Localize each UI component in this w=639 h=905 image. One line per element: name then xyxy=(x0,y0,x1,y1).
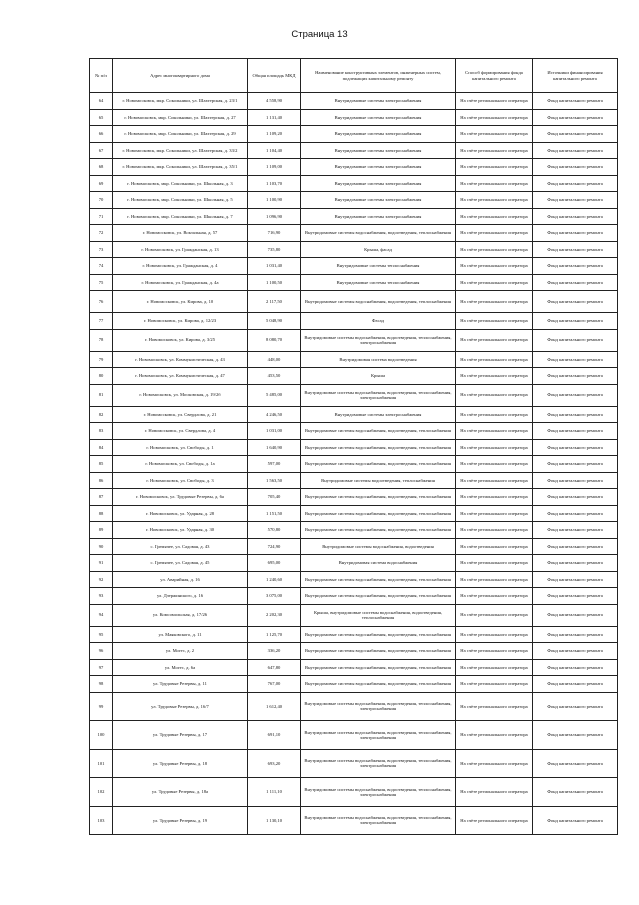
cell-area: 647,80 xyxy=(248,659,301,676)
cell-fund-method: На счёте регионального оператора xyxy=(456,489,533,506)
cell-number: 101 xyxy=(90,749,113,778)
cell-works: Внутридомовые системы водоснабжения, водоотведения, теплоснабжения xyxy=(301,225,456,242)
cell-number: 72 xyxy=(90,225,113,242)
cell-funding-source: Фонд капитального ремонта xyxy=(533,241,618,258)
cell-works: Внутридомовые системы электроснабжения xyxy=(301,159,456,176)
cell-funding-source: Фонд капитального ремонта xyxy=(533,588,618,605)
cell-address: г. Новомосковск, ул. Коммунистическая, д. 43 xyxy=(113,351,248,368)
cell-number: 65 xyxy=(90,109,113,126)
cell-fund-method: На счёте регионального оператора xyxy=(456,626,533,643)
table-row xyxy=(90,423,618,440)
cell-number: 93 xyxy=(90,588,113,605)
column-header-works: Наименование конструктивных элементов, инженерных систем, подлежащих капитальному ремонту xyxy=(301,59,456,93)
cell-funding-source: Фонд капитального ремонта xyxy=(533,538,618,555)
cell-fund-method: На счёте регионального оператора xyxy=(456,313,533,330)
cell-area: 691,10 xyxy=(248,721,301,750)
cell-address: г. Новомосковск, ул. Свердлова, д. 4 xyxy=(113,423,248,440)
cell-area: 1 100,90 xyxy=(248,192,301,209)
table-row xyxy=(90,126,618,143)
cell-number: 96 xyxy=(90,643,113,660)
cell-works: Внутридомовые системы водоснабжения, водоотведения, теплоснабжения xyxy=(301,439,456,456)
cell-fund-method: На счёте регионального оператора xyxy=(456,505,533,522)
cell-address: г. Новомосковск, мкр. Сокольники, ул. Шахтерская, д. 27 xyxy=(113,109,248,126)
table-row xyxy=(90,489,618,506)
cell-number: 95 xyxy=(90,626,113,643)
table-row xyxy=(90,456,618,473)
cell-number: 75 xyxy=(90,274,113,291)
cell-address: г. Новомосковск, мкр. Сокольники, ул. Шахтерская, д. 23/1 xyxy=(113,93,248,110)
cell-works: Внутридомовая система водоотведения xyxy=(301,351,456,368)
cell-number: 70 xyxy=(90,192,113,209)
cell-number: 67 xyxy=(90,142,113,159)
cell-fund-method: На счёте регионального оператора xyxy=(456,258,533,275)
cell-fund-method: На счёте регионального оператора xyxy=(456,643,533,660)
cell-funding-source: Фонд капитального ремонта xyxy=(533,406,618,423)
cell-fund-method: На счёте регионального оператора xyxy=(456,241,533,258)
cell-address: ул. Дзержинского, д. 16 xyxy=(113,588,248,605)
cell-area: 1 104,40 xyxy=(248,142,301,159)
table-row xyxy=(90,538,618,555)
cell-works: Внутридомовые системы водоснабжения, водоотведения, теплоснабжения, электроснабжения xyxy=(301,692,456,721)
cell-works: Внутридомовые системы водоснабжения, водоотведения, теплоснабжения xyxy=(301,626,456,643)
table-row xyxy=(90,522,618,539)
cell-works: Внутридомовые системы водоснабжения, водоотведения, теплоснабжения, электроснабжения xyxy=(301,749,456,778)
cell-address: г. Новомосковск, ул. Свободы, д. 3 xyxy=(113,472,248,489)
cell-funding-source: Фонд капитального ремонта xyxy=(533,505,618,522)
table-row xyxy=(90,313,618,330)
cell-number: 66 xyxy=(90,126,113,143)
column-header-address: Адрес многоквартирного дома xyxy=(113,59,248,93)
cell-works: Внутридомовые системы теплоснабжения xyxy=(301,258,456,275)
capital-repair-table xyxy=(89,58,618,835)
cell-area: 1 031,40 xyxy=(248,258,301,275)
cell-address: г. Новомосковск, ул. Свободы, д. 1а xyxy=(113,456,248,473)
table-row xyxy=(90,749,618,778)
cell-works: Крыша, внутридомовые системы водоснабжения, водоотведения, теплоснабжения xyxy=(301,604,456,626)
cell-address: г. Новомосковск, ул. Трудовые Резервы, д. 6а xyxy=(113,489,248,506)
cell-address: ул. Трудовые Резервы, д. 18а xyxy=(113,778,248,807)
cell-works: Внутридомовые системы водоснабжения, водоотведения, теплоснабжения xyxy=(301,676,456,693)
cell-address: г. Новомосковск, ул. Коммунистическая, д. 47 xyxy=(113,368,248,385)
cell-number: 73 xyxy=(90,241,113,258)
cell-fund-method: На счёте регионального оператора xyxy=(456,676,533,693)
table-row xyxy=(90,175,618,192)
cell-funding-source: Фонд капитального ремонта xyxy=(533,225,618,242)
cell-address: ул. Маяковского, д. 11 xyxy=(113,626,248,643)
cell-address: г. Новомосковск, ул. Свободы, д. 1 xyxy=(113,439,248,456)
cell-funding-source: Фонд капитального ремонта xyxy=(533,274,618,291)
cell-area: 693,20 xyxy=(248,749,301,778)
cell-number: 69 xyxy=(90,175,113,192)
cell-funding-source: Фонд капитального ремонта xyxy=(533,142,618,159)
cell-funding-source: Фонд капитального ремонта xyxy=(533,368,618,385)
cell-funding-source: Фонд капитального ремонта xyxy=(533,571,618,588)
cell-address: г. Новомосковск, мкр. Сокольники, ул. Шахтерская, д. 33/2 xyxy=(113,142,248,159)
cell-address: ул. Трудовые Резервы, д. 17 xyxy=(113,721,248,750)
cell-area: 1 100,50 xyxy=(248,274,301,291)
cell-number: 83 xyxy=(90,423,113,440)
cell-fund-method: На счёте регионального оператора xyxy=(456,604,533,626)
cell-number: 102 xyxy=(90,778,113,807)
cell-address: ул. Трудовые Резервы, д. 18 xyxy=(113,749,248,778)
cell-address: г. Новомосковск, ул. Свердлова, д. 21 xyxy=(113,406,248,423)
cell-funding-source: Фонд капитального ремонта xyxy=(533,643,618,660)
cell-number: 88 xyxy=(90,505,113,522)
cell-works: Внутридомовые системы электроснабжения xyxy=(301,192,456,209)
cell-works: Внутридомовые системы водоснабжения, водоотведения, теплоснабжения xyxy=(301,522,456,539)
cell-funding-source: Фонд капитального ремонта xyxy=(533,351,618,368)
cell-funding-source: Фонд капитального ремонта xyxy=(533,159,618,176)
cell-area: 570,80 xyxy=(248,522,301,539)
cell-number: 84 xyxy=(90,439,113,456)
table-row xyxy=(90,93,618,110)
cell-fund-method: На счёте регионального оператора xyxy=(456,329,533,351)
cell-fund-method: На счёте регионального оператора xyxy=(456,659,533,676)
column-header-fund-method: Способ формирования фонда капитального ремонта xyxy=(456,59,533,93)
cell-number: 64 xyxy=(90,93,113,110)
table-row xyxy=(90,659,618,676)
cell-fund-method: На счёте регионального оператора xyxy=(456,439,533,456)
cell-funding-source: Фонд капитального ремонта xyxy=(533,384,618,406)
table-row xyxy=(90,192,618,209)
cell-fund-method: На счёте регионального оператора xyxy=(456,555,533,572)
cell-address: г. Новомосковск, ул. Ударная, д. 30 xyxy=(113,522,248,539)
cell-area: 1 109,20 xyxy=(248,126,301,143)
cell-number: 99 xyxy=(90,692,113,721)
cell-funding-source: Фонд капитального ремонта xyxy=(533,126,618,143)
cell-funding-source: Фонд капитального ремонта xyxy=(533,522,618,539)
cell-number: 82 xyxy=(90,406,113,423)
cell-funding-source: Фонд капитального ремонта xyxy=(533,258,618,275)
cell-number: 71 xyxy=(90,208,113,225)
cell-area: 1 096,90 xyxy=(248,208,301,225)
cell-fund-method: На счёте регионального оператора xyxy=(456,109,533,126)
cell-address: г. Новомосковск, мкр. Сокольники, ул. Школьная, д. 7 xyxy=(113,208,248,225)
table-row xyxy=(90,241,618,258)
cell-fund-method: На счёте регионального оператора xyxy=(456,522,533,539)
cell-area: 1 131,40 xyxy=(248,109,301,126)
cell-number: 87 xyxy=(90,489,113,506)
cell-fund-method: На счёте регионального оператора xyxy=(456,93,533,110)
cell-area: 8 080,70 xyxy=(248,329,301,351)
cell-number: 92 xyxy=(90,571,113,588)
cell-area: 695,00 xyxy=(248,555,301,572)
cell-number: 68 xyxy=(90,159,113,176)
cell-area: 2 117,50 xyxy=(248,291,301,313)
cell-area: 1 125,70 xyxy=(248,626,301,643)
cell-funding-source: Фонд капитального ремонта xyxy=(533,489,618,506)
cell-funding-source: Фонд капитального ремонта xyxy=(533,329,618,351)
cell-address: г. Новомосковск, мкр. Сокольники, ул. Школьная, д. 5 xyxy=(113,192,248,209)
cell-fund-method: На счёте регионального оператора xyxy=(456,126,533,143)
cell-fund-method: На счёте регионального оператора xyxy=(456,208,533,225)
table-row xyxy=(90,159,618,176)
cell-number: 78 xyxy=(90,329,113,351)
cell-area: 453,50 xyxy=(248,368,301,385)
cell-funding-source: Фонд капитального ремонта xyxy=(533,604,618,626)
table-body xyxy=(90,93,618,835)
cell-works: Крыша, фасад xyxy=(301,241,456,258)
cell-funding-source: Фонд капитального ремонта xyxy=(533,313,618,330)
cell-funding-source: Фонд капитального ремонта xyxy=(533,626,618,643)
cell-funding-source: Фонд капитального ремонта xyxy=(533,456,618,473)
cell-number: 97 xyxy=(90,659,113,676)
table-row xyxy=(90,806,618,835)
cell-number: 77 xyxy=(90,313,113,330)
column-header-area: Общая площадь МКД xyxy=(248,59,301,93)
cell-works: Внутридомовые системы водоснабжения, водоотведения, теплоснабжения xyxy=(301,571,456,588)
cell-works: Внутридомовые системы водоснабжения, водоотведения, теплоснабжения, электроснабжения xyxy=(301,778,456,807)
cell-fund-method: На счёте регионального оператора xyxy=(456,571,533,588)
cell-area: 1 111,10 xyxy=(248,778,301,807)
cell-fund-method: На счёте регионального оператора xyxy=(456,351,533,368)
cell-address: ул. Могес, д. 2 xyxy=(113,643,248,660)
cell-address: г. Новомосковск, ул. Гражданская, д. 13 xyxy=(113,241,248,258)
cell-fund-method: На счёте регионального оператора xyxy=(456,721,533,750)
cell-fund-method: На счёте регионального оператора xyxy=(456,384,533,406)
cell-number: 81 xyxy=(90,384,113,406)
cell-number: 79 xyxy=(90,351,113,368)
table-row xyxy=(90,406,618,423)
cell-area: 1 640,90 xyxy=(248,439,301,456)
cell-fund-method: На счёте регионального оператора xyxy=(456,274,533,291)
cell-fund-method: На счёте регионального оператора xyxy=(456,806,533,835)
table-row xyxy=(90,555,618,572)
cell-fund-method: На счёте регионального оператора xyxy=(456,142,533,159)
cell-fund-method: На счёте регионального оператора xyxy=(456,538,533,555)
cell-address: г. Новомосковск, ул. Кирова, д. 12/23 xyxy=(113,313,248,330)
cell-fund-method: На счёте регионального оператора xyxy=(456,192,533,209)
cell-area: 767,00 xyxy=(248,676,301,693)
cell-funding-source: Фонд капитального ремонта xyxy=(533,721,618,750)
cell-funding-source: Фонд капитального ремонта xyxy=(533,109,618,126)
cell-area: 2 202,30 xyxy=(248,604,301,626)
cell-fund-method: На счёте регионального оператора xyxy=(456,692,533,721)
cell-area: 3 075,00 xyxy=(248,588,301,605)
table-row xyxy=(90,505,618,522)
cell-works: Внутридомовые системы водоснабжения, водоотведения, теплоснабжения xyxy=(301,588,456,605)
cell-address: г. Новомосковск, ул. Кирова, д. 10 xyxy=(113,291,248,313)
cell-fund-method: На счёте регионального оператора xyxy=(456,778,533,807)
cell-works: Внутридомовые системы водоснабжения, водоотведения, теплоснабжения xyxy=(301,659,456,676)
table-row xyxy=(90,368,618,385)
cell-number: 74 xyxy=(90,258,113,275)
cell-area: 5 485,00 xyxy=(248,384,301,406)
cell-number: 89 xyxy=(90,522,113,539)
cell-funding-source: Фонд капитального ремонта xyxy=(533,472,618,489)
cell-funding-source: Фонд капитального ремонта xyxy=(533,778,618,807)
cell-area: 735,80 xyxy=(248,241,301,258)
cell-area: 724,90 xyxy=(248,538,301,555)
table-row xyxy=(90,472,618,489)
table-row xyxy=(90,604,618,626)
table-row xyxy=(90,225,618,242)
cell-address: ул. Могес, д. 6а xyxy=(113,659,248,676)
cell-works: Внутридомовые системы водоснабжения, водоотведения, теплоснабжения xyxy=(301,423,456,440)
cell-address: г. Новомосковск, ул. Кирова, д. 3/25 xyxy=(113,329,248,351)
cell-works: Внутридомовые системы водоснабжения, водоотведения, теплоснабжения xyxy=(301,505,456,522)
cell-area: 1 130,10 xyxy=(248,806,301,835)
cell-fund-method: На счёте регионального оператора xyxy=(456,588,533,605)
table-row xyxy=(90,439,618,456)
cell-works: Внутридомовые системы электроснабжения xyxy=(301,406,456,423)
cell-area: 1 151,50 xyxy=(248,505,301,522)
cell-works: Внутридомовые системы водоснабжения, водоотведения, теплоснабжения, электроснабжения xyxy=(301,806,456,835)
cell-funding-source: Фонд капитального ремонта xyxy=(533,555,618,572)
cell-number: 91 xyxy=(90,555,113,572)
cell-fund-method: На счёте регионального оператора xyxy=(456,423,533,440)
table-row xyxy=(90,329,618,351)
cell-funding-source: Фонд капитального ремонта xyxy=(533,291,618,313)
cell-works: Внутридомовые системы водоотведения, теплоснабжения xyxy=(301,472,456,489)
cell-fund-method: На счёте регионального оператора xyxy=(456,406,533,423)
cell-funding-source: Фонд капитального ремонта xyxy=(533,175,618,192)
table-row xyxy=(90,643,618,660)
cell-fund-method: На счёте регионального оператора xyxy=(456,291,533,313)
table-row xyxy=(90,588,618,605)
cell-area: 1 563,50 xyxy=(248,472,301,489)
cell-address: ул. Трудовые Резервы, д. 19 xyxy=(113,806,248,835)
cell-address: ул. Комсомольская, д. 17/26 xyxy=(113,604,248,626)
table-row xyxy=(90,109,618,126)
cell-works: Внутридомовые системы водоснабжения, водоотведения, теплоснабжения, электроснабжения xyxy=(301,329,456,351)
cell-address: г. Новомосковск, ул. Гражданская, д. 4 xyxy=(113,258,248,275)
cell-address: ул. Аварийная, д. 16 xyxy=(113,571,248,588)
cell-number: 86 xyxy=(90,472,113,489)
cell-address: г. Новомосковск, ул. Ударная, д. 28 xyxy=(113,505,248,522)
table-row xyxy=(90,721,618,750)
cell-funding-source: Фонд капитального ремонта xyxy=(533,659,618,676)
cell-works: Внутридомовые системы электроснабжения xyxy=(301,208,456,225)
cell-address: с. Гремячее, ул. Садовая, д. 43 xyxy=(113,538,248,555)
cell-number: 90 xyxy=(90,538,113,555)
table-header-row xyxy=(90,59,618,93)
column-header-number: № п/п xyxy=(90,59,113,93)
cell-number: 94 xyxy=(90,604,113,626)
table-row xyxy=(90,571,618,588)
cell-area: 336,20 xyxy=(248,643,301,660)
cell-area: 1 612,40 xyxy=(248,692,301,721)
cell-funding-source: Фонд капитального ремонта xyxy=(533,208,618,225)
cell-fund-method: На счёте регионального оператора xyxy=(456,368,533,385)
cell-area: 1 240,60 xyxy=(248,571,301,588)
cell-area: 705,40 xyxy=(248,489,301,506)
cell-works: Внутридомовые системы водоснабжения, водоотведения, теплоснабжения xyxy=(301,643,456,660)
cell-fund-method: На счёте регионального оператора xyxy=(456,225,533,242)
cell-number: 85 xyxy=(90,456,113,473)
cell-works: Внутридомовые системы водоснабжения, водоотведения, теплоснабжения, электроснабжения xyxy=(301,721,456,750)
cell-works: Внутридомовые системы водоснабжения, водоотведения, теплоснабжения xyxy=(301,456,456,473)
cell-address: г. Новомосковск, ул. Московская, д. 19/2б xyxy=(113,384,248,406)
cell-address: ул. Трудовые Резервы, д. 11 xyxy=(113,676,248,693)
cell-funding-source: Фонд капитального ремонта xyxy=(533,439,618,456)
cell-funding-source: Фонд капитального ремонта xyxy=(533,423,618,440)
table-row xyxy=(90,384,618,406)
cell-area: 4 558,90 xyxy=(248,93,301,110)
cell-fund-method: На счёте регионального оператора xyxy=(456,175,533,192)
table-row xyxy=(90,274,618,291)
cell-fund-method: На счёте регионального оператора xyxy=(456,159,533,176)
cell-area: 5 048,90 xyxy=(248,313,301,330)
cell-area: 716,90 xyxy=(248,225,301,242)
cell-address: г. Новомосковск, ул. Гражданская, д. 4а xyxy=(113,274,248,291)
cell-works: Внутридомовые системы электроснабжения xyxy=(301,175,456,192)
cell-funding-source: Фонд капитального ремонта xyxy=(533,749,618,778)
table-row xyxy=(90,676,618,693)
cell-funding-source: Фонд капитального ремонта xyxy=(533,692,618,721)
cell-area: 1 103,70 xyxy=(248,175,301,192)
cell-area: 597,00 xyxy=(248,456,301,473)
cell-works: Фасад xyxy=(301,313,456,330)
cell-works: Внутридомовые системы электроснабжения xyxy=(301,109,456,126)
cell-area: 1 031,00 xyxy=(248,423,301,440)
cell-works: Внутридомовые системы электроснабжения xyxy=(301,142,456,159)
cell-fund-method: На счёте регионального оператора xyxy=(456,472,533,489)
cell-fund-method: На счёте регионального оператора xyxy=(456,749,533,778)
cell-funding-source: Фонд капитального ремонта xyxy=(533,676,618,693)
cell-works: Внутридомовые системы водоснабжения, водоотведения, теплоснабжения xyxy=(301,489,456,506)
column-header-funding-source: Источники финансирования капитального ремонта xyxy=(533,59,618,93)
cell-funding-source: Фонд капитального ремонта xyxy=(533,192,618,209)
cell-number: 76 xyxy=(90,291,113,313)
table-row xyxy=(90,778,618,807)
cell-funding-source: Фонд капитального ремонта xyxy=(533,93,618,110)
cell-area: 1 109,00 xyxy=(248,159,301,176)
table-row xyxy=(90,351,618,368)
table-row xyxy=(90,258,618,275)
cell-fund-method: На счёте регионального оператора xyxy=(456,456,533,473)
cell-works: Внутридомовые системы теплоснабжения xyxy=(301,274,456,291)
cell-number: 80 xyxy=(90,368,113,385)
cell-works: Внутридомовые системы электроснабжения xyxy=(301,93,456,110)
page-number-label: Страница 13 xyxy=(291,29,348,40)
cell-number: 103 xyxy=(90,806,113,835)
cell-works: Внутридомовые системы водоснабжения, водоотведения, теплоснабжения xyxy=(301,291,456,313)
table-row xyxy=(90,692,618,721)
cell-address: ул. Трудовые Резервы, д. 16/7 xyxy=(113,692,248,721)
cell-works: Внутридомовая система водоснабжения xyxy=(301,555,456,572)
cell-address: г. Новомосковск, ул. Вокзальная, д. 57 xyxy=(113,225,248,242)
cell-area: 448,00 xyxy=(248,351,301,368)
cell-works: Внутридомовые системы электроснабжения xyxy=(301,126,456,143)
cell-address: г. Новомосковск, мкр. Сокольники, ул. Шахтерская, д. 29 xyxy=(113,126,248,143)
cell-address: г. Новомосковск, мкр. Сокольники, ул. Школьная, д. 3 xyxy=(113,175,248,192)
table-row xyxy=(90,142,618,159)
cell-address: с. Гремячее, ул. Садовая, д. 45 xyxy=(113,555,248,572)
table-row xyxy=(90,291,618,313)
cell-number: 100 xyxy=(90,721,113,750)
cell-works: Внутридомовые системы водоснабжения, водоотведения, теплоснабжения, электроснабжения xyxy=(301,384,456,406)
cell-number: 98 xyxy=(90,676,113,693)
cell-works: Внутридомовые системы водоснабжения, водоотведения xyxy=(301,538,456,555)
cell-funding-source: Фонд капитального ремонта xyxy=(533,806,618,835)
table-row xyxy=(90,208,618,225)
table-row xyxy=(90,626,618,643)
cell-address: г. Новомосковск, мкр. Сокольники, ул. Шахтерская, д. 35/1 xyxy=(113,159,248,176)
cell-area: 4 246,50 xyxy=(248,406,301,423)
cell-works: Крыша xyxy=(301,368,456,385)
